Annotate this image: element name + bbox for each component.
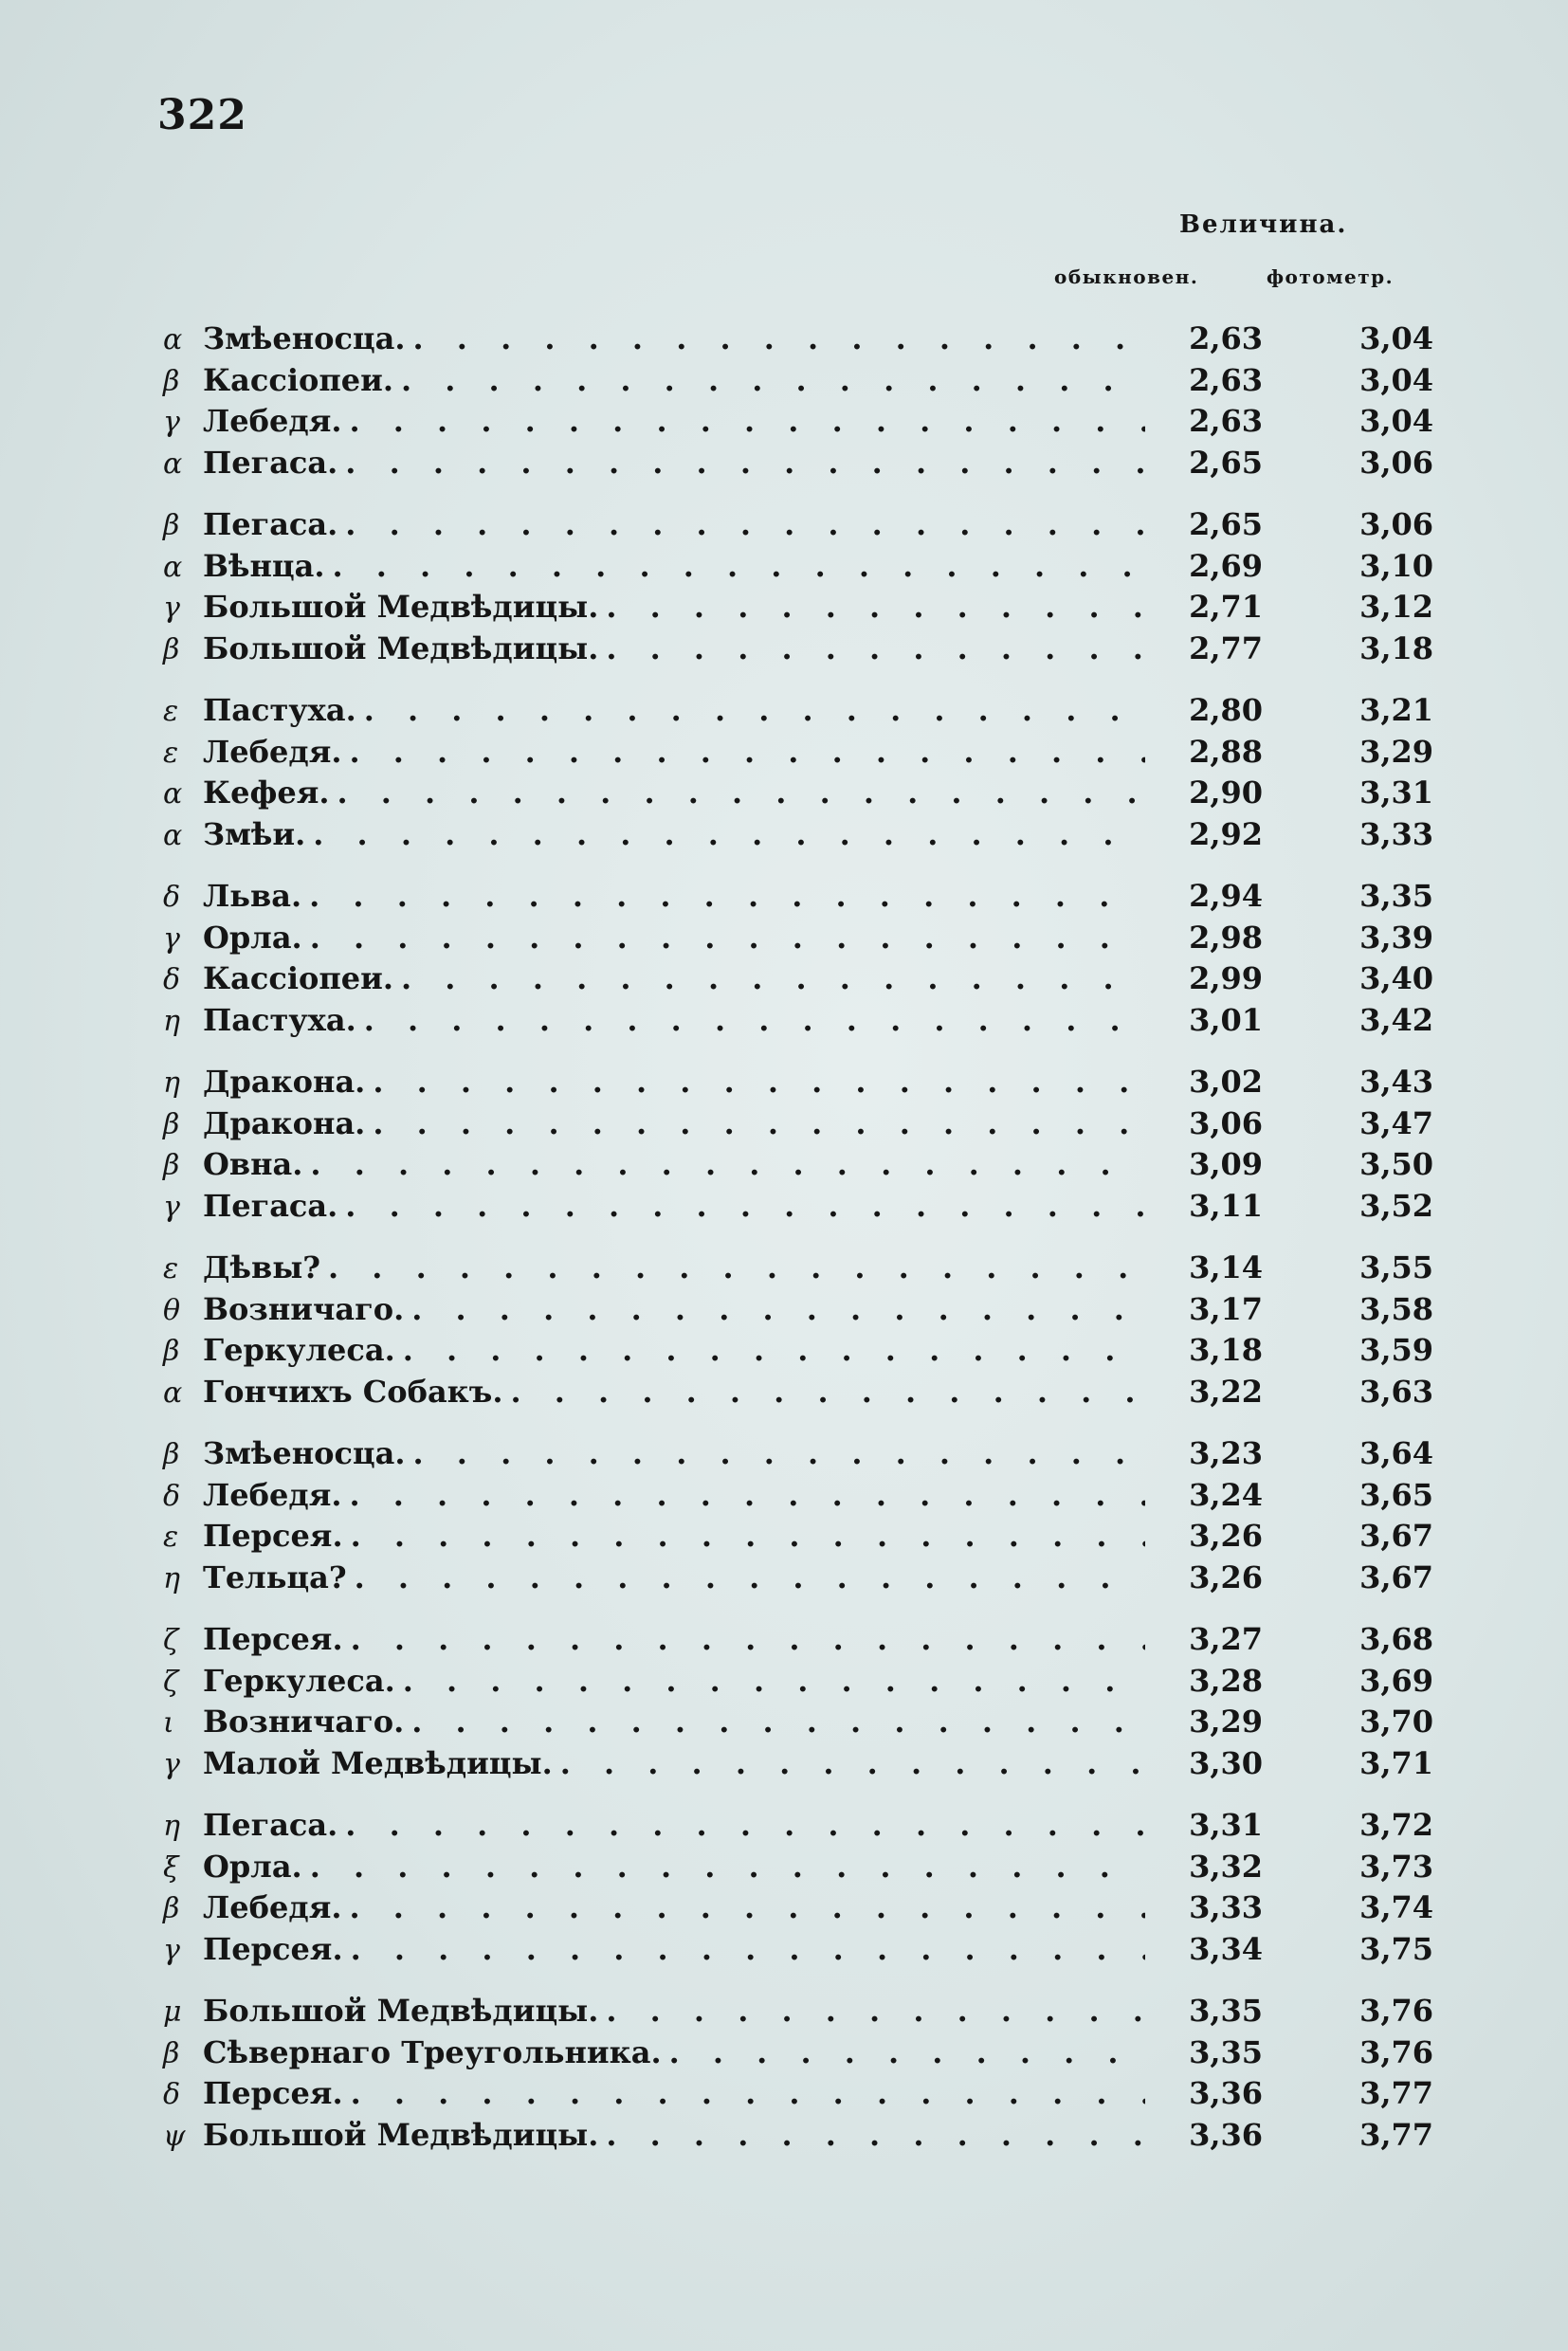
ordinary-magnitude: 3,31 [1189, 1807, 1263, 1843]
constellation-name: Малой Медвѣдицы. [203, 1744, 553, 1781]
dot-leader [310, 1146, 1145, 1182]
star-row [163, 362, 1433, 404]
constellation-name: Лебедя. [203, 733, 342, 770]
ordinary-magnitude: 3,28 [1189, 1662, 1263, 1699]
dot-leader [351, 1931, 1145, 1967]
star-group [163, 1064, 1433, 1229]
dot-leader [345, 445, 1145, 481]
star-letter: γ [163, 592, 180, 625]
dot-leader [606, 630, 1145, 666]
star-row [163, 1332, 1433, 1374]
constellation-name: Лебедя. [203, 1889, 342, 1925]
star-letter: β [163, 509, 180, 542]
ordinary-magnitude: 3,36 [1189, 2075, 1263, 2111]
star-group [163, 1249, 1433, 1414]
constellation-name: Дракона. [203, 1104, 366, 1141]
star-row [163, 506, 1433, 548]
constellation-name: Пегаса. [203, 444, 338, 481]
photometric-magnitude: 3,76 [1359, 2033, 1433, 2070]
star-row [163, 630, 1433, 672]
constellation-name: Персея. [203, 1621, 343, 1657]
constellation-name: Тельца? [203, 1558, 347, 1595]
star-row [163, 445, 1433, 486]
star-letter: β [163, 364, 180, 398]
star-letter: γ [163, 406, 180, 439]
star-letter: β [163, 1149, 180, 1182]
dot-leader [349, 403, 1145, 439]
ordinary-magnitude: 3,26 [1189, 1518, 1263, 1554]
star-letter: γ [163, 1747, 180, 1781]
dot-leader [351, 1518, 1145, 1554]
ordinary-magnitude: 3,35 [1189, 2033, 1263, 2070]
ordinary-magnitude: 3,09 [1189, 1146, 1263, 1182]
constellation-name: Овна. [203, 1146, 303, 1182]
ordinary-magnitude: 3,24 [1189, 1476, 1263, 1513]
photometric-magnitude: 3,77 [1359, 2075, 1433, 2111]
constellation-name: Большой Медвѣдицы. [203, 629, 599, 666]
star-row [163, 1188, 1433, 1230]
constellation-name: Пегаса. [203, 1807, 338, 1843]
ordinary-magnitude: 2,92 [1189, 815, 1263, 852]
ordinary-magnitude: 3,11 [1189, 1187, 1263, 1224]
constellation-name: Геркулеса. [203, 1662, 395, 1699]
ordinary-magnitude: 3,06 [1189, 1104, 1263, 1141]
photometric-magnitude: 3,69 [1359, 1662, 1433, 1699]
star-row [163, 920, 1433, 961]
star-row [163, 960, 1433, 1002]
star-row [163, 1704, 1433, 1745]
dot-leader [411, 1291, 1145, 1327]
star-letter: α [163, 447, 183, 481]
constellation-name: Большой Медвѣдицы. [203, 1993, 599, 2029]
star-letter: β [163, 1335, 180, 1368]
photometric-magnitude: 3,71 [1359, 1744, 1433, 1781]
photometric-magnitude: 3,43 [1359, 1064, 1433, 1100]
ordinary-magnitude: 2,69 [1189, 547, 1263, 584]
constellation-name: Персея. [203, 2075, 343, 2111]
constellation-name: Персея. [203, 1518, 343, 1554]
constellation-name: Змѣеносца. [203, 1435, 406, 1471]
dot-leader [373, 1105, 1145, 1141]
photometric-magnitude: 3,67 [1359, 1518, 1433, 1554]
photometric-magnitude: 3,10 [1359, 547, 1433, 584]
photometric-magnitude: 3,64 [1359, 1435, 1433, 1471]
star-row [163, 1064, 1433, 1105]
star-letter: γ [163, 1933, 180, 1967]
star-letter: δ [163, 963, 181, 996]
ordinary-magnitude: 3,34 [1189, 1930, 1263, 1967]
star-row [163, 1477, 1433, 1519]
photometric-magnitude: 3,40 [1359, 960, 1433, 996]
photometric-magnitude: 3,77 [1359, 2116, 1433, 2153]
photometric-magnitude: 3,35 [1359, 878, 1433, 914]
dot-leader [345, 1807, 1145, 1843]
dot-leader [401, 960, 1145, 996]
dot-leader [403, 1663, 1145, 1699]
ordinary-magnitude: 2,65 [1189, 506, 1263, 542]
star-letter: β [163, 1107, 180, 1141]
dot-leader [373, 1064, 1145, 1100]
dot-leader [310, 920, 1145, 956]
ordinary-column-header: обыкновен. [1054, 265, 1199, 288]
star-row [163, 1518, 1433, 1559]
dot-leader [345, 1188, 1145, 1224]
star-row [163, 403, 1433, 445]
star-row [163, 548, 1433, 590]
dot-leader [351, 2075, 1145, 2111]
star-group [163, 1621, 1433, 1786]
photometric-magnitude: 3,59 [1359, 1332, 1433, 1368]
constellation-name: Пегаса. [203, 506, 338, 542]
ordinary-magnitude: 3,29 [1189, 1704, 1263, 1740]
constellation-name: Большой Медвѣдицы. [203, 589, 599, 625]
star-group [163, 320, 1433, 485]
dot-leader [355, 1559, 1145, 1595]
dot-leader [328, 1249, 1145, 1285]
star-letter: η [163, 1810, 180, 1843]
constellation-name: Сѣвернаго Треугольника. [203, 2033, 662, 2070]
star-letter: δ [163, 1479, 181, 1513]
photometric-magnitude: 3,58 [1359, 1290, 1433, 1327]
star-row [163, 692, 1433, 734]
star-letter: α [163, 777, 183, 811]
dot-leader [413, 1435, 1146, 1471]
photometric-magnitude: 3,39 [1359, 919, 1433, 956]
dot-leader [510, 1374, 1145, 1410]
star-magnitude-table [163, 320, 1433, 2178]
constellation-name: Дѣвы? [203, 1249, 321, 1285]
dot-leader [351, 1621, 1145, 1657]
photometric-magnitude: 3,63 [1359, 1373, 1433, 1410]
star-group [163, 1993, 1433, 2158]
ordinary-magnitude: 2,99 [1189, 960, 1263, 996]
photometric-magnitude: 3,74 [1359, 1889, 1433, 1925]
star-row [163, 1002, 1433, 1044]
ordinary-magnitude: 3,33 [1189, 1889, 1263, 1925]
ordinary-magnitude: 2,63 [1189, 320, 1263, 356]
magnitude-column-title: Величина. [1179, 210, 1348, 239]
star-letter: ε [163, 1252, 179, 1285]
dot-leader [313, 816, 1145, 852]
constellation-name: Гончихъ Собакъ. [203, 1373, 503, 1410]
constellation-name: Возничаго. [203, 1290, 405, 1327]
star-row [163, 1807, 1433, 1849]
ordinary-magnitude: 3,26 [1189, 1558, 1263, 1595]
star-row [163, 1105, 1433, 1147]
star-letter: θ [163, 1293, 181, 1327]
star-letter: α [163, 1376, 183, 1410]
dot-leader [401, 362, 1145, 398]
photometric-column-header: фотометр. [1267, 265, 1395, 288]
dot-leader [345, 506, 1145, 542]
star-row [163, 320, 1433, 362]
ordinary-magnitude: 2,80 [1189, 692, 1263, 728]
constellation-name: Геркулеса. [203, 1332, 395, 1368]
ordinary-magnitude: 2,71 [1189, 589, 1263, 625]
dot-leader [364, 692, 1145, 728]
ordinary-magnitude: 3,27 [1189, 1621, 1263, 1657]
dot-leader [606, 2117, 1145, 2153]
star-letter: α [163, 323, 183, 356]
photometric-magnitude: 3,04 [1359, 403, 1433, 439]
photometric-magnitude: 3,21 [1359, 692, 1433, 728]
photometric-magnitude: 3,06 [1359, 506, 1433, 542]
star-row [163, 1249, 1433, 1291]
dot-leader [413, 320, 1146, 356]
ordinary-magnitude: 2,98 [1189, 919, 1263, 956]
dot-leader [349, 1889, 1145, 1925]
star-row [163, 1146, 1433, 1188]
ordinary-magnitude: 3,01 [1189, 1001, 1263, 1038]
star-letter: β [163, 1438, 180, 1471]
star-row [163, 1374, 1433, 1415]
star-letter: η [163, 1066, 180, 1100]
star-row [163, 1559, 1433, 1601]
photometric-magnitude: 3,42 [1359, 1001, 1433, 1038]
ordinary-magnitude: 3,32 [1189, 1848, 1263, 1885]
star-letter: η [163, 1561, 180, 1595]
photometric-magnitude: 3,04 [1359, 320, 1433, 356]
star-row [163, 1663, 1433, 1704]
star-letter: δ [163, 881, 181, 914]
star-row [163, 2117, 1433, 2159]
constellation-name: Орла. [203, 919, 302, 956]
star-row [163, 1291, 1433, 1333]
photometric-magnitude: 3,68 [1359, 1621, 1433, 1657]
star-row [163, 734, 1433, 775]
constellation-name: Лебедя. [203, 403, 342, 439]
constellation-name: Льва. [203, 878, 302, 914]
dot-leader [337, 775, 1145, 811]
dot-leader [411, 1704, 1145, 1740]
star-group [163, 506, 1433, 671]
photometric-magnitude: 3,12 [1359, 589, 1433, 625]
star-group [163, 1435, 1433, 1600]
constellation-name: Большой Медвѣдицы. [203, 2116, 599, 2153]
constellation-name: Пастуха. [203, 692, 356, 728]
dot-leader [669, 2034, 1145, 2070]
ordinary-magnitude: 3,35 [1189, 1993, 1263, 2029]
photometric-magnitude: 3,65 [1359, 1476, 1433, 1513]
constellation-name: Дракона. [203, 1064, 366, 1100]
photometric-magnitude: 3,33 [1359, 815, 1433, 852]
star-letter: ψ [163, 2119, 186, 2153]
dot-leader [560, 1745, 1145, 1781]
star-letter: ε [163, 1521, 179, 1554]
star-letter: α [163, 550, 183, 584]
dot-leader [349, 734, 1145, 770]
photometric-magnitude: 3,67 [1359, 1558, 1433, 1595]
constellation-name: Змѣи. [203, 815, 306, 852]
constellation-name: Кефея. [203, 775, 330, 811]
photometric-magnitude: 3,18 [1359, 629, 1433, 666]
star-letter: ζ [163, 1665, 179, 1699]
ordinary-magnitude: 3,02 [1189, 1064, 1263, 1100]
dot-leader [332, 548, 1145, 584]
constellation-name: Вѣнца. [203, 547, 325, 584]
dot-leader [349, 1477, 1145, 1513]
dot-leader [364, 1002, 1145, 1038]
star-group [163, 878, 1433, 1043]
ordinary-magnitude: 2,94 [1189, 878, 1263, 914]
ordinary-magnitude: 2,77 [1189, 629, 1263, 666]
ordinary-magnitude: 2,88 [1189, 733, 1263, 770]
star-letter: α [163, 818, 183, 852]
star-row [163, 1745, 1433, 1787]
dot-leader [606, 1993, 1145, 2029]
constellation-name: Кассіопеи. [203, 960, 393, 996]
constellation-name: Орла. [203, 1848, 302, 1885]
star-row [163, 775, 1433, 816]
star-row [163, 2075, 1433, 2117]
ordinary-magnitude: 3,30 [1189, 1744, 1263, 1781]
constellation-name: Змѣеносца. [203, 320, 406, 356]
star-group [163, 1807, 1433, 1972]
star-letter: ε [163, 695, 179, 728]
ordinary-magnitude: 3,36 [1189, 2116, 1263, 2153]
star-row [163, 1621, 1433, 1663]
constellation-name: Кассіопеи. [203, 361, 393, 398]
constellation-name: Пегаса. [203, 1187, 338, 1224]
star-letter: ξ [163, 1850, 179, 1885]
star-row [163, 1849, 1433, 1890]
ordinary-magnitude: 3,22 [1189, 1373, 1263, 1410]
page-number: 322 [157, 91, 247, 139]
constellation-name: Персея. [203, 1930, 343, 1967]
photometric-magnitude: 3,29 [1359, 733, 1433, 770]
ordinary-magnitude: 3,23 [1189, 1435, 1263, 1471]
star-row [163, 1931, 1433, 1973]
star-letter: ι [163, 1706, 174, 1740]
photometric-magnitude: 3,31 [1359, 775, 1433, 811]
constellation-name: Лебедя. [203, 1476, 342, 1513]
constellation-name: Возничаго. [203, 1704, 405, 1740]
star-letter: η [163, 1004, 180, 1038]
star-letter: ζ [163, 1624, 179, 1657]
ordinary-magnitude: 3,14 [1189, 1249, 1263, 1285]
star-letter: β [163, 2036, 180, 2070]
photometric-magnitude: 3,72 [1359, 1807, 1433, 1843]
ordinary-magnitude: 2,65 [1189, 444, 1263, 481]
star-letter: μ [163, 1996, 182, 2029]
photometric-magnitude: 3,52 [1359, 1187, 1433, 1224]
photometric-magnitude: 3,55 [1359, 1249, 1433, 1285]
ordinary-magnitude: 3,18 [1189, 1332, 1263, 1368]
photometric-magnitude: 3,50 [1359, 1146, 1433, 1182]
photometric-magnitude: 3,70 [1359, 1704, 1433, 1740]
star-letter: ε [163, 736, 179, 770]
dot-leader [310, 1849, 1145, 1885]
ordinary-magnitude: 2,90 [1189, 775, 1263, 811]
photometric-magnitude: 3,06 [1359, 444, 1433, 481]
star-row [163, 2034, 1433, 2076]
photometric-magnitude: 3,73 [1359, 1848, 1433, 1885]
photometric-magnitude: 3,76 [1359, 1993, 1433, 2029]
photometric-magnitude: 3,04 [1359, 361, 1433, 398]
dot-leader [309, 878, 1145, 914]
star-letter: γ [163, 1190, 180, 1224]
ordinary-magnitude: 2,63 [1189, 403, 1263, 439]
ordinary-magnitude: 2,63 [1189, 361, 1263, 398]
star-row [163, 816, 1433, 858]
star-letter: δ [163, 2078, 181, 2111]
star-letter: β [163, 1892, 180, 1925]
star-row [163, 1993, 1433, 2034]
star-row [163, 589, 1433, 630]
star-row [163, 878, 1433, 920]
ordinary-magnitude: 3,17 [1189, 1290, 1263, 1327]
star-letter: γ [163, 921, 180, 956]
photometric-magnitude: 3,75 [1359, 1930, 1433, 1967]
dot-leader [403, 1332, 1145, 1368]
photometric-magnitude: 3,47 [1359, 1104, 1433, 1141]
star-letter: β [163, 632, 180, 666]
dot-leader [606, 589, 1145, 625]
star-row [163, 1435, 1433, 1477]
constellation-name: Пастуха. [203, 1001, 356, 1038]
star-group [163, 692, 1433, 857]
star-row [163, 1889, 1433, 1931]
